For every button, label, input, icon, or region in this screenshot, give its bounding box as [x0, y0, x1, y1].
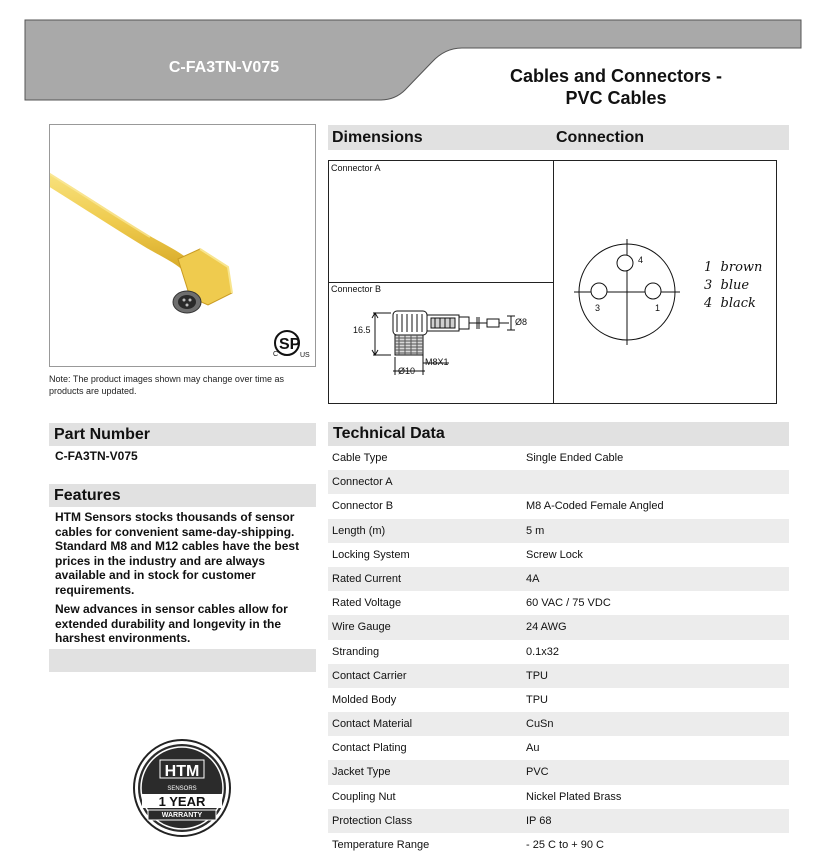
dimension-thread: M8X1	[425, 357, 449, 367]
spec-value: TPU	[526, 669, 548, 682]
technical-data-header	[328, 422, 789, 446]
table-row	[328, 712, 789, 736]
table-row	[328, 760, 789, 784]
pin-legend	[704, 259, 762, 313]
warranty-label: WARRANTY	[161, 812, 203, 819]
table-row	[328, 519, 789, 543]
technical-data-table	[328, 446, 789, 857]
spec-label: Connector B	[332, 500, 394, 513]
spec-label: Rated Current	[332, 572, 402, 585]
pin-legend-1: 1 brown	[704, 260, 763, 275]
cert-c-text: C	[273, 351, 279, 358]
spec-value: 24 AWG	[526, 621, 567, 634]
cul-certification-mark	[275, 331, 301, 355]
page-title	[470, 65, 762, 109]
spec-label: Temperature Range	[332, 839, 430, 851]
features-footer-bar	[49, 649, 316, 672]
spec-value: Au	[526, 742, 540, 755]
technical-data-heading: Technical Data	[333, 425, 445, 442]
spec-label: Jacket Type	[332, 766, 391, 779]
features-heading: Features	[54, 487, 121, 504]
angled-connector	[173, 249, 232, 313]
table-row	[328, 470, 789, 494]
spec-value: PVC	[526, 766, 549, 779]
table-row	[328, 833, 789, 857]
spec-label: Rated Voltage	[332, 597, 402, 610]
dimensions-connection-header	[328, 125, 789, 150]
spec-label: Contact Carrier	[332, 669, 407, 682]
features-paragraph-2: New advances in sensor cables allow for extended durability and longevity in the harshest environments.	[55, 602, 288, 645]
cable-body	[50, 177, 188, 267]
spec-value: Nickel Plated Brass	[526, 790, 622, 803]
spec-value: IP 68	[526, 814, 552, 827]
pin-1	[645, 283, 661, 299]
table-row	[328, 543, 789, 567]
connector-b-label: Connector B	[331, 284, 382, 294]
spec-value: Single Ended Cable	[526, 452, 624, 464]
warranty-brand: HTM	[164, 763, 200, 780]
spec-value: 5 m	[526, 524, 545, 537]
spec-value: M8 A-Coded Female Angled	[526, 500, 664, 513]
table-row	[328, 640, 789, 664]
spec-label: Molded Body	[332, 693, 397, 706]
spec-label: Wire Gauge	[332, 621, 391, 634]
connection-heading: Connection	[556, 129, 644, 146]
spec-value: 4A	[526, 572, 540, 585]
table-row	[328, 494, 789, 518]
warranty-years: 1 YEAR	[158, 794, 206, 809]
page-title-line2: PVC Cables	[565, 88, 667, 108]
table-row	[328, 446, 789, 470]
header-product-code: C-FA3TN-V075	[168, 59, 280, 76]
spec-label: Coupling Nut	[332, 790, 396, 803]
warranty-sub: SENSORS	[167, 786, 197, 792]
connector-b-drawing	[329, 283, 553, 403]
pin-legend-4: 4 black	[704, 296, 756, 311]
features-paragraph-1: HTM Sensors stocks thousands of sensor cables for convenient same-day-shipping. Standard M8 and M12 cables have the best prices in the industry and are always available and in stock for customer requirements.	[55, 510, 300, 597]
spec-value: - 25 C to + 90 C	[526, 839, 604, 851]
table-row	[328, 664, 789, 688]
dimension-diameter-10: Ø10	[398, 366, 416, 376]
spec-label: Length (m)	[332, 524, 386, 537]
dimension-diameter-8: Ø8	[515, 317, 528, 327]
part-number-heading: Part Number	[54, 426, 151, 443]
spec-label: Locking System	[332, 548, 410, 561]
cert-us-text: US	[300, 352, 310, 359]
table-row	[328, 688, 789, 712]
pin-4-number: 4	[638, 255, 644, 265]
drawings-frame	[328, 160, 777, 404]
spec-value: 60 VAC / 75 VDC	[526, 597, 611, 610]
product-image	[49, 124, 316, 367]
table-row	[328, 785, 789, 809]
spec-value: Screw Lock	[526, 548, 583, 561]
pin-1-number: 1	[655, 303, 661, 313]
dimension-height: 16.5	[353, 325, 371, 335]
spec-value: CuSn	[526, 718, 554, 731]
page-title-line1: Cables and Connectors -	[509, 66, 723, 86]
pin-3	[591, 283, 607, 299]
spec-label: Protection Class	[332, 814, 413, 827]
pin-legend-3: 3 blue	[704, 278, 750, 293]
part-number-header	[49, 423, 316, 446]
connector-a-label: Connector A	[331, 163, 381, 173]
spec-value: TPU	[526, 693, 548, 706]
pin-3-number: 3	[595, 303, 601, 313]
features-header	[49, 484, 316, 507]
table-row	[328, 736, 789, 760]
table-row	[328, 615, 789, 639]
spec-label: Stranding	[332, 645, 380, 658]
spec-label: Cable Type	[332, 452, 388, 464]
table-row	[328, 591, 789, 615]
part-number-value: C-FA3TN-V075	[55, 449, 138, 463]
spec-label: Connector A	[332, 476, 393, 489]
spec-label: Contact Plating	[332, 742, 407, 755]
dimensions-heading: Dimensions	[332, 129, 423, 146]
spec-label: Contact Material	[332, 718, 413, 731]
table-row	[328, 809, 789, 833]
cable-photo	[50, 125, 316, 367]
spec-value: 0.1x32	[526, 645, 560, 658]
pin-4	[617, 255, 633, 271]
svg-text:SP: SP	[279, 336, 301, 353]
warranty-badge	[132, 738, 232, 838]
image-note: Note: The product images shown may change over time as products are updated.	[49, 374, 284, 396]
table-row	[328, 567, 789, 591]
